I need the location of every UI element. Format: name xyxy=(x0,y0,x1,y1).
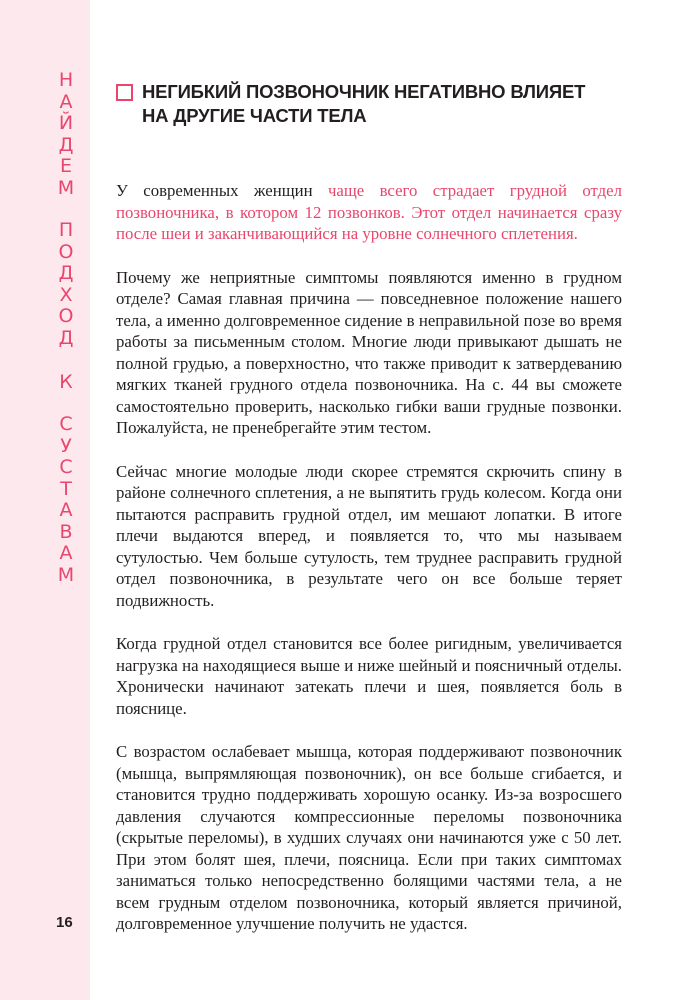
paragraph-5: С возрастом ослабевает мышца, которая поддерживают позвоночник (мышца, выпрямляющая позвоночник), он все больше сгибается, и становится трудно поддерживать хорошую осанку. Из-за возросшего давления случаются компрессионные переломы позвоночника (скрытые переломы), в худших случаях они начинаются уже с 50 лет. При этом болят шея, плечи, поясница. Если при таких симптомах заниматься только непосредственно болящими частями тела, а не всем грудным отделом позвоночника, который является причиной, долговременное улучшение получить не удастся. xyxy=(116,742,622,933)
sidebar-letter: Н xyxy=(58,69,74,91)
paragraph-3: Сейчас многие молодые люди скорее стремятся скрючить спину в районе солнечного сплетения, а не выпятить грудь колесом. Когда они пытаются расправить грудной отдел, им мешают лопатки. В итоге плечи выдаются вперед, и появляется то, что мы называем сутулостью. Чем больше сутулость, тем труднее расправить грудной отдел позвоночника, в результате чего он все больше теряет подвижность. xyxy=(116,461,622,610)
sidebar-letter: У xyxy=(60,434,72,457)
sidebar-letter: А xyxy=(59,90,73,113)
sidebar-letter: А xyxy=(59,542,73,564)
sidebar-letter: М xyxy=(57,563,75,586)
sidebar-letter: С xyxy=(59,456,73,478)
heading-line-1: НЕГИБКИЙ ПОЗВОНОЧНИК НЕГАТИВНО ВЛИЯЕТ xyxy=(142,81,586,102)
sidebar-letter: Т xyxy=(60,477,72,500)
checkbox-square-icon xyxy=(116,84,133,101)
sidebar-letter: К xyxy=(59,371,73,393)
section-heading xyxy=(116,80,596,128)
sidebar-word-2 xyxy=(48,220,84,349)
sidebar-letter: Й xyxy=(58,112,74,134)
heading-line-2: НА ДРУГИЕ ЧАСТИ ТЕЛА xyxy=(142,105,367,126)
sidebar-letter: С xyxy=(59,413,73,435)
sidebar-letter: О xyxy=(58,240,74,263)
sidebar-word-3 xyxy=(48,372,84,394)
sidebar-letter: Х xyxy=(59,283,73,306)
sidebar-letter: А xyxy=(59,499,73,521)
sidebar-letter: Д xyxy=(58,133,74,156)
sidebar-letter: В xyxy=(59,520,73,543)
paragraph-2: Почему же неприятные симптомы появляются именно в грудном отделе? Самая главная причина — повседневное положение нашего тела, а именно долговременное сидение в неправильной позе во время работы за письменным столом. Многие люди привыкают дышать не полной грудью, а поверхностно, что также приводит к затвердеванию мягких тканей грудного отдела позвоночника. На с. 44 вы сможете самостоятельно проверить, насколько гибки ваши грудные позвонки. Пожалуйста, не пренебрегайте этим тестом. xyxy=(116,267,622,437)
sidebar-word-4 xyxy=(48,414,84,586)
paragraph-1-highlight: чаще всего страдает грудной отдел позвоночника, в котором 12 позвонков. Этот отдел начинается сразу после шеи и заканчивающийся на уровне солнечного сплетения. xyxy=(116,181,622,243)
paragraph-1 xyxy=(116,180,622,245)
sidebar-word-1 xyxy=(48,70,84,199)
sidebar-letter: Д xyxy=(58,326,74,349)
sidebar-letter: П xyxy=(58,219,74,241)
sidebar-letter: Д xyxy=(58,262,74,284)
sidebar-letter: О xyxy=(58,305,74,327)
sidebar-letter: Е xyxy=(59,155,72,177)
page-number: 16 xyxy=(56,914,73,931)
paragraph-4: Когда грудной отдел становится все более ригидным, увеличивается нагрузка на находящиеся выше и ниже шейный и поясничный отделы. Хронически начинают затекать плечи и шея, появляется боль в пояснице. xyxy=(116,634,622,718)
body-text xyxy=(116,180,622,957)
sidebar-letter: М xyxy=(57,176,75,199)
paragraph-1-normal: У современных женщин xyxy=(116,181,328,200)
